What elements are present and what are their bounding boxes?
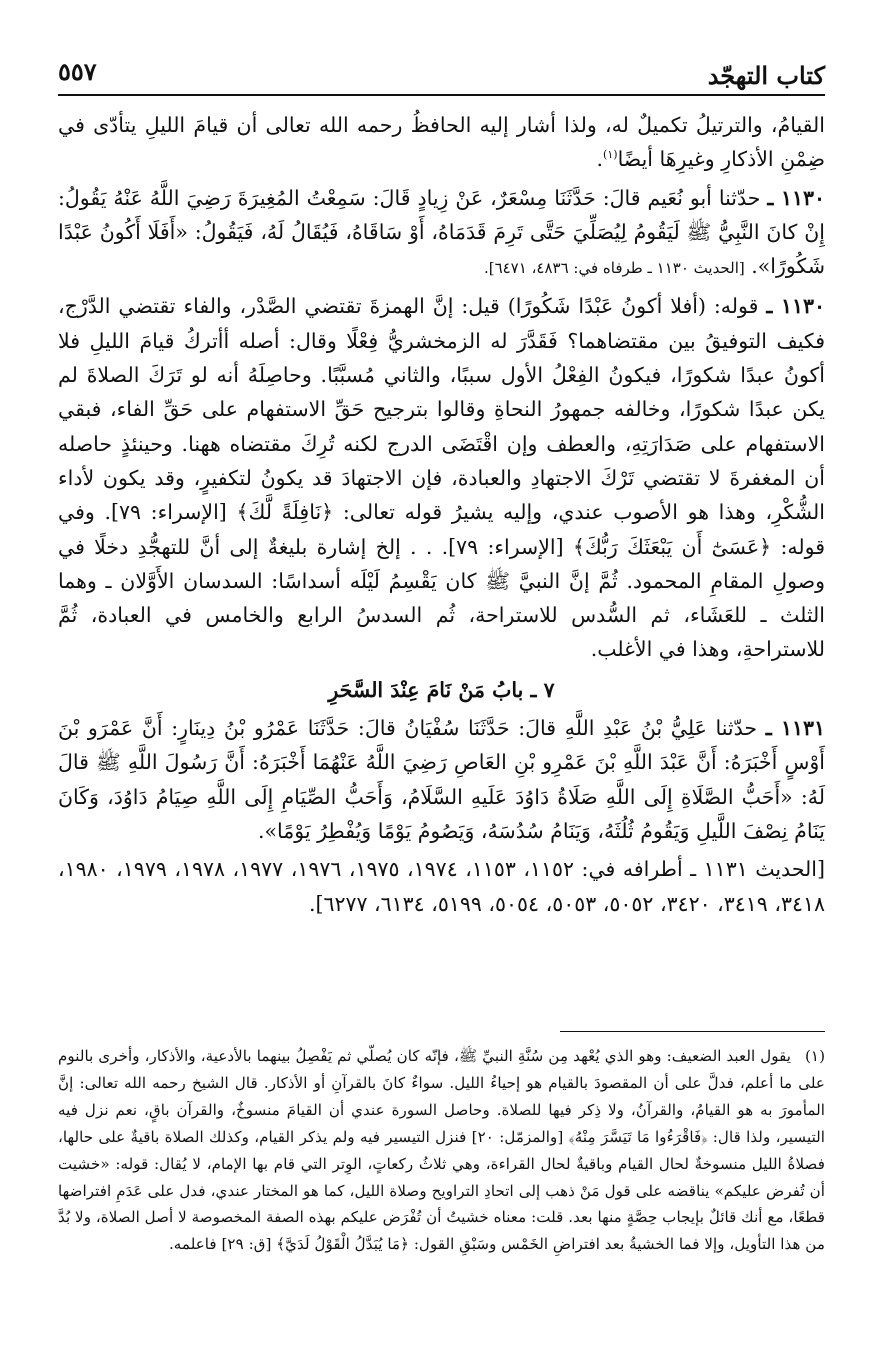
hadith-1131 [58, 711, 825, 848]
footnotes [58, 1043, 825, 1258]
chapter-title: ٧ ـ بابُ مَنْ نَامَ عِنْدَ السَّحَرِ [328, 677, 555, 702]
hadith-1130 [58, 181, 825, 286]
hadith-text: حدّثنا أبو نُعَيم قالَ: حَدَّثَنَا مِسْعَرٌ، عَنْ زِيادٍ قَالَ: سَمِعْتُ المُغِيرَةَ رَضِيَ اللَّهُ عَنْهُ يَقُولُ: إِنْ كانَ النَّبِيُّ ﷺ لَيَقُومُ لِيُصَلِّيَ حَتَّى تَرِمَ قَدَمَاهُ، أَوْ سَاقَاهُ، فَيُقَالُ لَهُ، فَيَقُولُ: «أَفَلَا أَكُونُ عَبْدًا شَكُورًا». [58, 185, 825, 279]
footnote-text: يقول العبد الضعيف: وهو الذي يُعْهد مِن سُنَّةِ النبيِّ ﷺ، فإنّه كان يُصلّي ثم يَفْصِلُ بينهما بالأدعية، والأذكار، وأخرى بالنوم على ما أعلم، فدلَّ على أن المقصودَ بالقيام هو إحياءُ الليل. سواءٌ كانَ بالقرآنِ أو الأذكار. قال الشيخ رحمه الله تعالى: إنَّ المأمورَ به هو القيامُ، والقرآنُ، ولا ذِكر فيها للصلاة. وحاصل السورة عندي أن القيامَ منسوخٌ، والقرآن باقٍ، نعم نزل فيه التيسير، ولذا قال: ﴿فَاقْرَءُوا مَا تَيَسَّرَ مِنْهُ﴾ [والمزمّل: ٢٠] فنزل التيسير فيه ولم يذكر القيام، وكذلك الصلاة باقيةٌ على حالها، فصلاةُ الليل منسوخةٌ لحال القيام وباقيةٌ لحال القراءة، وهي ثلاثُ ركعاتٍ، الوِتر التي قام بها الإمام، لا يُقال: قوله: «خشيت أن تُفرض عليكم» يناقضه على قول مَنْ ذهب إلى اتحادِ التراويح وصلاة الليل، كما هو المختار عندي، فدل على عَدَمِ افتراضها قطعًا، مع أنك قائلٌ بإيجاب حِصَّةٍ منها بعد. قلت: معناه خشيتُ أن تُفْرَض عليكم بهذه الصفة المخصوصة لا أصل الصلاة، ولا بُدَّ من هذا التأويل، وإلا فما الخشيةُ بعد افتراضِ الخَمْس وسَبْقِ القول: ﴿مَا يُبَدَّلُ الْقَوْلُ لَدَيَّ﴾ [ق: ٢٩] فاعلمه. [58, 1047, 825, 1254]
hadith-number: ١١٣١ ـ [765, 716, 825, 741]
intro-paragraph: القيامُ، والترتيلُ تكميلٌ له، ولذا أشار إليه الحافظُ رحمه الله تعالى أن قيامَ الليلِ يتأدّى في ضِمْنِ الأذكارِ وغيرِهَا أيضًا$^{(١)}$. [58, 113, 825, 172]
footnote-divider [560, 1031, 825, 1032]
commentary-text: قوله: (أفلا أكونُ عَبْدًا شَكُورًا) قيل: إنَّ الهمزةَ تقتضي الصَّدْر، والفاء تقتضي الدَّرْج، فكيف التوفيقُ بين مقتضاهما؟ فَقَدَّرَ له الزمخشريُّ فِعْلًا وقال: أصله أأتركُ قيامَ الليلِ فلا أكونُ عبدًا شكورًا، فيكونُ الفِعْلُ الأول سببًا، والثاني مُسبَّبًا. وحاصِلَهُ أنه لو تَرَكَ الصلاةَ لم يكن عبدًا شكورًا، وخالفه جمهورُ النحاةِ وقالوا بترجيح حَقِّ الاستفهام على حَقِّ الفاء، فبقي الاستفهام على صَدَارَتِهِ، والعطف وإن اقْتَضَى الدرج لكنه تُرِكَ مقتضاه ههنا. وحينئذٍ حاصله أن المغفرةَ لا تقتضي تَرْكَ الاجتهادِ والعبادة، فإن الاجتهادَ قد يكونُ لتكفيرٍ، وقد يكون لأداء الشُّكْرِ، وهذا هو الأصوب عندي، وإليه يشيرُ قوله تعالى: ﴿نَافِلَةً لَّكَ﴾ [الإسراء: ٧٩]. وفي قوله: ﴿عَسَىٰٓ أَن يَبْعَثَكَ رَبُّكَ﴾ [الإسراء: ٧٩]. . . إلخ إشارة بليغةٌ إلى أنَّ للتهجُّدِ دخلًا في وصولِ المقامِ المحمود. ثُمَّ إنَّ النبيَّ ﷺ كان يَقْسِمُ لَيْلَه أسداسًا: السدسان الأَوَّلان ـ وهما الثلث ـ للعَشَاء، ثم السُّدس للاستراحة، ثُم السدسُ الرابع والخامس في العبادة، ثُمَّ للاستراحةِ، وهذا في الأغلب. [58, 294, 825, 662]
hadith-cross-reference: [الحديث ١١٣١ ـ أطرافه في: ١١٥٢، ١١٥٣، ١٩٧٤، ١٩٧٥، ١٩٧٦، ١٩٧٧، ١٩٧٨، ١٩٧٩، ١٩٨٠، ٣٤١٨، ٣٤١٩، ٣٤٢٠، ٥٠٥٢، ٥٠٥٣، ٥٠٥٤، ٥١٩٩، ٦١٣٤، ٦٢٧٧]. [58, 857, 825, 916]
commentary-number: ١١٣٠ ـ [766, 294, 825, 319]
page-number: ٥٥٧ [58, 57, 97, 86]
hadith-text: حدّثنا عَلِيُّ بْنُ عَبْدِ اللَّهِ قالَ: حَدَّثَنَا سُفْيَانُ قالَ: حَدَّثَنَا عَمْرُو بْنُ دِينَارٍ: أَنَّ عَمْرَو بْنَ أَوْسٍ أَخْبَرَهُ: أَنَّ عَبْدَ اللَّهِ بْنَ عَمْرِو بْنِ العَاصِ رَضِيَ اللَّهُ عَنْهُمَا أَخْبَرَهُ: أَنَّ رَسُولَ اللَّهِ ﷺ قالَ لَهُ: «أَحَبُّ الصَّلَاةِ إِلَى اللَّهِ صَلَاةُ دَاوُدَ عَلَيهِ السَّلَامُ، وَأَحَبُّ الصِّيَامِ إِلَى اللَّهِ صِيَامُ دَاوُدَ، وَكَانَ يَنَامُ نِصْفَ اللَّيلِ وَيَقُومُ ثُلُثَهُ، وَيَنَامُ سُدُسَهُ، وَيَصُومُ يَوْمًا وَيُفْطِرُ يَوْمًا». [58, 716, 825, 843]
hadith-cross-reference: [الحديث ١١٣٠ ـ طرفاه في: ٤٨٣٦، ٦٤٧١]. [483, 259, 745, 278]
main-text [58, 108, 825, 921]
intro-text: القيامُ، والترتيلُ تكميلٌ له، ولذا أشار إليه الحافظُ رحمه الله تعالى أن قيامَ الليلِ يتأدّى في ضِمْنِ الأذكارِ وغيرِهَا أيضًا [58, 113, 825, 172]
book-title: كتاب التهجّد [707, 61, 825, 90]
footnote-number: (١) [804, 1047, 825, 1065]
footnote-reference: (١) [603, 148, 618, 162]
hadith-number: ١١٣٠ ـ [767, 185, 825, 210]
footnote [58, 1043, 825, 1258]
page-header [58, 48, 825, 96]
commentary-1130 [58, 289, 825, 666]
